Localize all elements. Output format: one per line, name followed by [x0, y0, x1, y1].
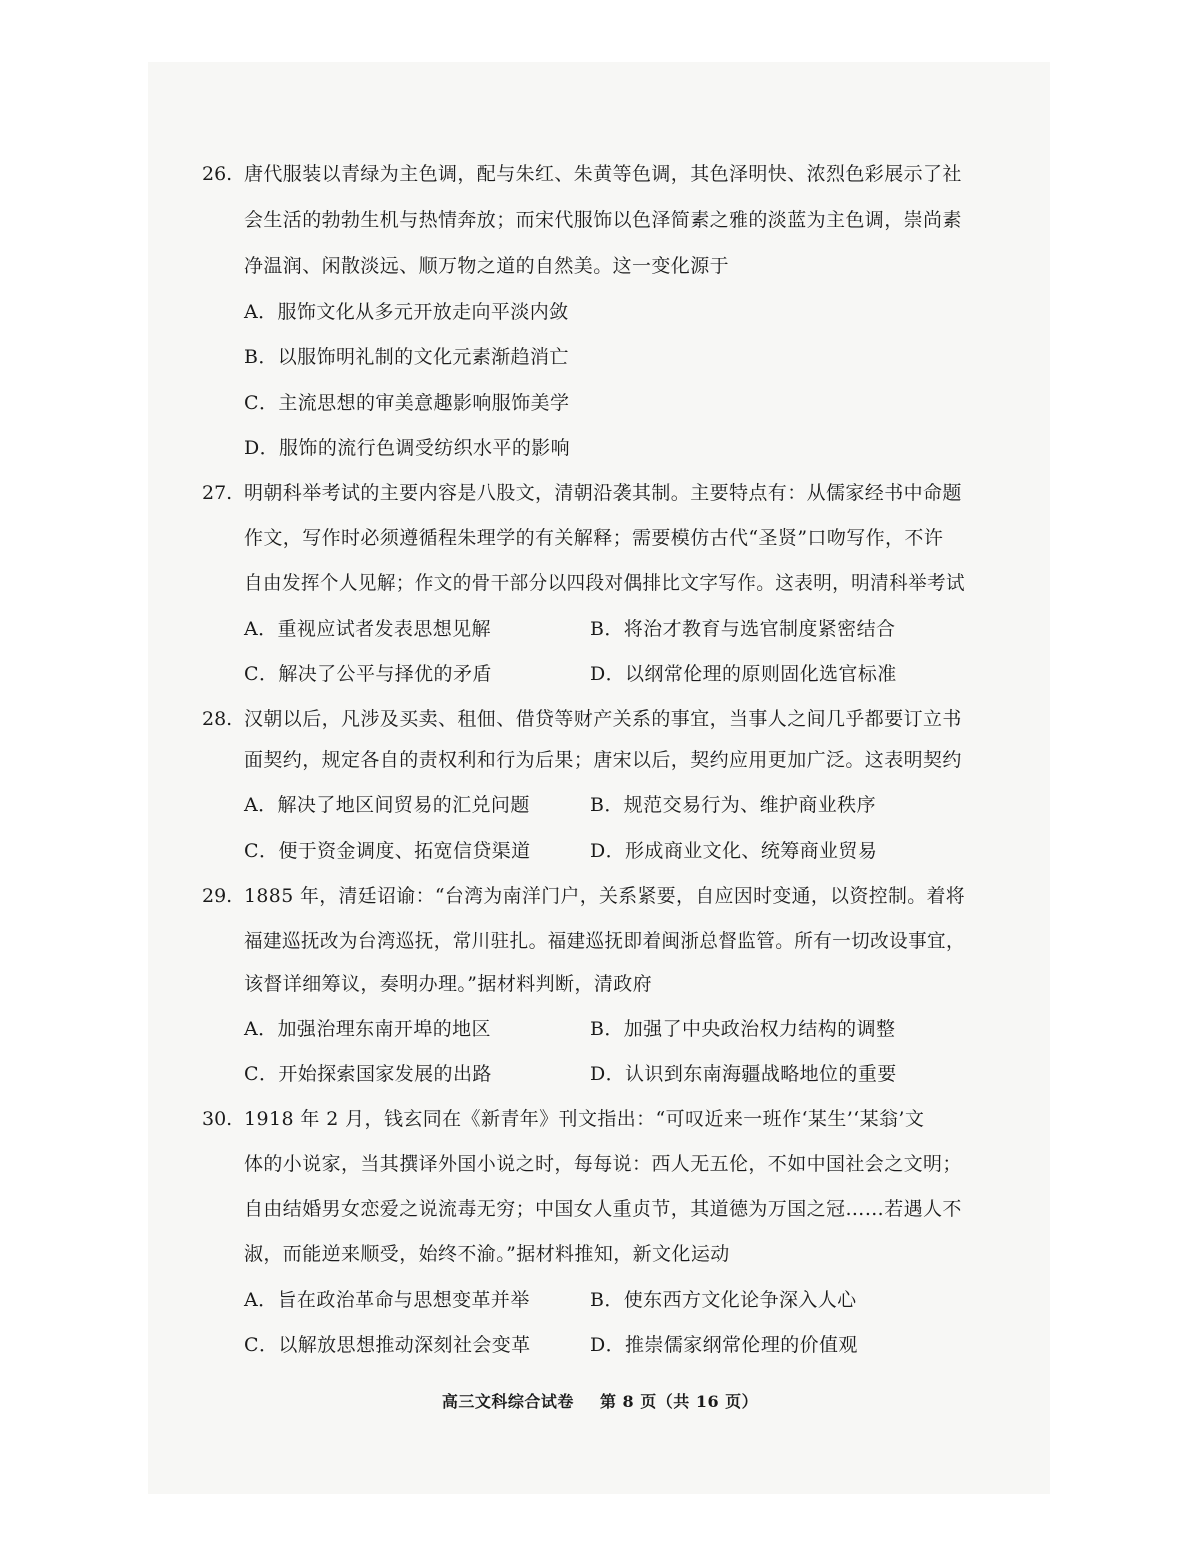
question-text-line: 体的小说家，当其撰译外国小说之时，每每说：西人无五伦，不如中国社会之文明；: [244, 1153, 962, 1175]
option-a: A．旨在政治革命与思想变革并举: [244, 1289, 530, 1311]
option-a: A．服饰文化从多元开放走向平淡内敛: [244, 301, 569, 323]
option-c: C．解决了公平与择优的矛盾: [244, 663, 492, 685]
question-text-line: 1918 年 2 月，钱玄同在《新青年》刊文指出：“可叹近来一班作‘某生’‘某翁’文: [244, 1108, 925, 1130]
option-d: D．认识到东南海疆战略地位的重要: [590, 1063, 897, 1085]
question-number: 29.: [202, 885, 233, 907]
question-text-line: 自由发挥个人见解；作文的骨干部分以四段对偶排比文字写作。这表明，明清科举考试: [244, 572, 965, 594]
option-d: D．推崇儒家纲常伦理的价值观: [590, 1334, 858, 1356]
question-text-line: 净温润、闲散淡远、顺万物之道的自然美。这一变化源于: [244, 255, 730, 277]
option-b: B．使东西方文化论争深入人心: [590, 1289, 857, 1311]
option-b: B．将治才教育与选官制度紧密结合: [590, 618, 896, 640]
question-text-line: 福建巡抚改为台湾巡抚，常川驻扎。福建巡抚即着闽浙总督监管。所有一切改设事宜，: [244, 930, 965, 952]
option-a: A．加强治理东南开埠的地区: [244, 1018, 491, 1040]
question-number: 28.: [202, 708, 233, 730]
option-b: B．以服饰明礼制的文化元素渐趋消亡: [244, 346, 569, 368]
option-b: B．加强了中央政治权力结构的调整: [590, 1018, 896, 1040]
question-text-line: 面契约，规定各自的责权利和行为后果；唐宋以后，契约应用更加广泛。这表明契约: [244, 749, 962, 771]
question-number: 27.: [202, 482, 233, 504]
option-b: B．规范交易行为、维护商业秩序: [590, 794, 876, 816]
question-text-line: 1885 年，清廷诏谕：“台湾为南洋门户，关系紧要，自应因时变通，以资控制。着将: [244, 885, 966, 907]
question-text-line: 淑，而能逆来顺受，始终不渝。”据材料推知，新文化运动: [244, 1243, 730, 1265]
question-number: 30.: [202, 1108, 233, 1130]
option-a: A．解决了地区间贸易的汇兑问题: [244, 794, 530, 816]
question-text-line: 汉朝以后，凡涉及买卖、租佃、借贷等财产关系的事宜，当事人之间几乎都要订立书: [244, 708, 962, 730]
question-text-line: 作文，写作时必须遵循程朱理学的有关解释；需要模仿古代“圣贤”口吻写作，不许: [244, 527, 944, 549]
footer-title: 高三文科综合试卷: [441, 1392, 574, 1411]
option-c: C．开始探索国家发展的出路: [244, 1063, 492, 1085]
option-d: D．以纲常伦理的原则固化选官标准: [590, 663, 897, 685]
option-c: C．主流思想的审美意趣影响服饰美学: [244, 392, 570, 414]
question-text-line: 该督详细筹议，奏明办理。”据材料判断，清政府: [244, 973, 653, 995]
option-a: A．重视应试者发表思想见解: [244, 618, 491, 640]
option-d: D．形成商业文化、统筹商业贸易: [590, 840, 878, 862]
question-text-line: 自由结婚男女恋爱之说流毒无穷；中国女人重贞节，其道德为万国之冠……若遇人不: [244, 1198, 962, 1220]
option-c: C．便于资金调度、拓宽信贷渠道: [244, 840, 531, 862]
footer-page-number: 第 8 页（共 16 页）: [599, 1392, 759, 1411]
question-text-line: 明朝科举考试的主要内容是八股文，清朝沿袭其制。主要特点有：从儒家经书中命题: [244, 482, 962, 504]
option-d: D．服饰的流行色调受纺织水平的影响: [244, 437, 571, 459]
question-number: 26.: [202, 163, 233, 185]
page-footer: [0, 1389, 1200, 1412]
option-c: C．以解放思想推动深刻社会变革: [244, 1334, 531, 1356]
question-text-line: 会生活的勃勃生机与热情奔放；而宋代服饰以色泽简素之雅的淡蓝为主色调，崇尚素: [244, 209, 962, 231]
question-text-line: 唐代服装以青绿为主色调，配与朱红、朱黄等色调，其色泽明快、浓烈色彩展示了社: [244, 163, 962, 185]
